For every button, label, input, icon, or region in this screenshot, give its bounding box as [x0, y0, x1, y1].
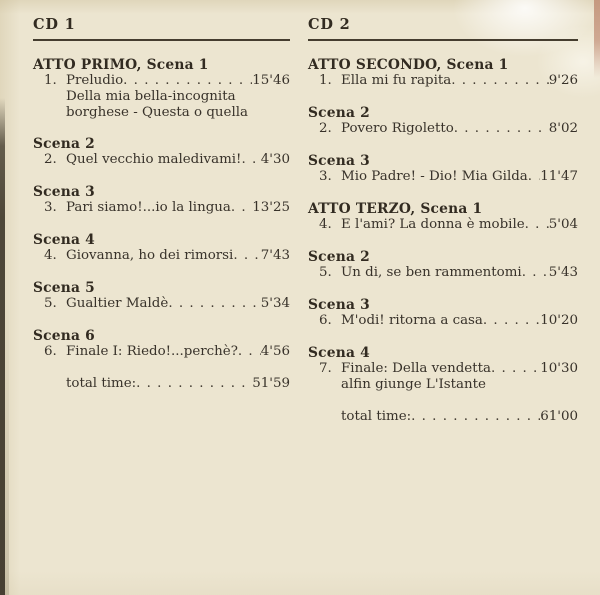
section-heading: Scena 6 — [33, 328, 95, 344]
dot-leader — [483, 313, 540, 329]
dot-leader — [136, 376, 252, 392]
cd2-section-scena-2 — [308, 105, 578, 137]
track-time: 10'30 — [540, 361, 578, 376]
track-row — [33, 73, 290, 89]
dot-leader — [241, 152, 260, 168]
dot-leader — [522, 265, 549, 281]
track-number: 6. — [319, 313, 332, 328]
track-row — [33, 200, 290, 216]
total-time-label: total time: — [341, 408, 412, 424]
track-title: Preludio — [66, 73, 124, 88]
dot-leader — [525, 217, 549, 233]
track-row — [308, 121, 578, 137]
cd2-section-atto-terzo — [308, 201, 578, 233]
track-title: Mio Padre! - Dio! Mia Gilda — [341, 169, 528, 184]
dot-leader — [411, 409, 540, 425]
total-time-value: 61'00 — [540, 408, 578, 424]
section-heading: Scena 3 — [33, 184, 95, 200]
track-title: Quel vecchio maledivami! — [66, 152, 242, 167]
section-heading: Scena 4 — [33, 232, 95, 248]
dot-leader — [238, 344, 261, 360]
track-number: 6. — [44, 344, 57, 359]
section-heading: ATTO SECONDO, Scena 1 — [308, 57, 509, 73]
dot-leader — [231, 200, 252, 216]
section-heading: Scena 2 — [308, 249, 370, 265]
track-row — [33, 296, 290, 312]
track-time: 15'46 — [252, 73, 290, 88]
dot-leader — [451, 73, 548, 89]
cd1-title: CD 1 — [33, 16, 290, 41]
section-heading: Scena 3 — [308, 153, 370, 169]
total-time-value: 51'59 — [252, 376, 290, 391]
track-time: 9'26 — [548, 73, 578, 88]
cd2-section-scena-2b — [308, 249, 578, 281]
track-time: 11'47 — [540, 169, 578, 184]
cd2-section-scena-4 — [308, 345, 578, 393]
track-title: Povero Rigoletto — [341, 121, 454, 136]
dot-leader — [233, 248, 260, 264]
track-number: 2. — [44, 152, 57, 167]
track-row — [308, 73, 578, 89]
track-title: Ella mi fu rapita — [341, 73, 452, 88]
track-title: Pari siamo!...io la lingua — [66, 200, 231, 215]
track-row — [33, 248, 290, 264]
track-title: Giovanna, ho dei rimorsi — [66, 248, 234, 263]
track-time: 4'30 — [260, 152, 290, 167]
section-heading: Scena 3 — [308, 297, 370, 313]
track-row — [33, 344, 290, 360]
cd2-section-scena-3b — [308, 297, 578, 329]
track-number: 1. — [319, 73, 332, 88]
section-heading: Scena 5 — [33, 280, 95, 296]
track-row — [308, 361, 578, 377]
track-time: 10'20 — [540, 313, 578, 328]
track-number: 2. — [319, 121, 332, 136]
dot-leader — [491, 361, 540, 377]
cd1-column — [33, 16, 290, 425]
cd1-section-scena-2 — [33, 136, 290, 168]
track-subtitle: Della mia bella-incognita — [66, 89, 236, 104]
track-subtitle: alfin giunge L'Istante — [341, 377, 486, 392]
section-heading: Scena 2 — [308, 105, 370, 121]
track-title: M'odi! ritorna a casa — [341, 313, 483, 328]
dot-leader — [168, 296, 260, 312]
track-number: 7. — [319, 361, 332, 376]
track-title: Finale: Della vendetta — [341, 361, 491, 376]
track-row — [33, 152, 290, 168]
track-time: 5'34 — [260, 296, 290, 311]
track-row — [308, 313, 578, 329]
total-time-label: total time: — [66, 376, 137, 391]
track-subtitle: borghese - Questa o quella — [66, 104, 248, 120]
section-heading: Scena 4 — [308, 345, 370, 361]
cd2-section-scena-3 — [308, 153, 578, 185]
track-title: Finale I: Riedo!...perchè? — [66, 344, 238, 359]
section-heading: Scena 2 — [33, 136, 95, 152]
dot-leader — [528, 169, 540, 185]
track-time: 5'43 — [548, 265, 578, 280]
track-time: 13'25 — [252, 200, 290, 215]
section-heading: ATTO PRIMO, Scena 1 — [33, 57, 209, 73]
track-row — [308, 217, 578, 233]
track-row — [308, 265, 578, 281]
track-number: 3. — [319, 169, 332, 184]
section-heading: ATTO TERZO, Scena 1 — [308, 201, 483, 217]
track-title: Gualtier Maldè — [66, 296, 169, 311]
cd1-section-atto-primo — [33, 57, 290, 120]
cd1-section-scena-3 — [33, 184, 290, 216]
track-title: E l'ami? La donna è mobile — [341, 217, 525, 232]
track-time: 7'43 — [260, 248, 290, 263]
track-time: 4'56 — [260, 344, 290, 359]
dot-leader — [123, 73, 252, 89]
track-title: Un di, se ben rammentomi — [341, 265, 522, 280]
track-number: 4. — [319, 217, 332, 232]
track-number: 4. — [44, 248, 57, 263]
track-time: 8'02 — [548, 121, 578, 136]
cd2-total-time-row — [308, 409, 578, 425]
cd2-column — [308, 16, 578, 425]
cd1-section-scena-4 — [33, 232, 290, 264]
cd2-title: CD 2 — [308, 16, 578, 41]
track-time: 5'04 — [548, 217, 578, 232]
track-number: 5. — [319, 265, 332, 280]
cd2-section-atto-secondo — [308, 57, 578, 89]
track-row — [308, 169, 578, 185]
track-number: 5. — [44, 296, 57, 311]
cd1-section-scena-5 — [33, 280, 290, 312]
track-number: 1. — [44, 73, 57, 88]
dot-leader — [454, 121, 549, 137]
cd1-total-time-row — [33, 376, 290, 392]
track-number: 3. — [44, 200, 57, 215]
cd1-section-scena-6 — [33, 328, 290, 360]
